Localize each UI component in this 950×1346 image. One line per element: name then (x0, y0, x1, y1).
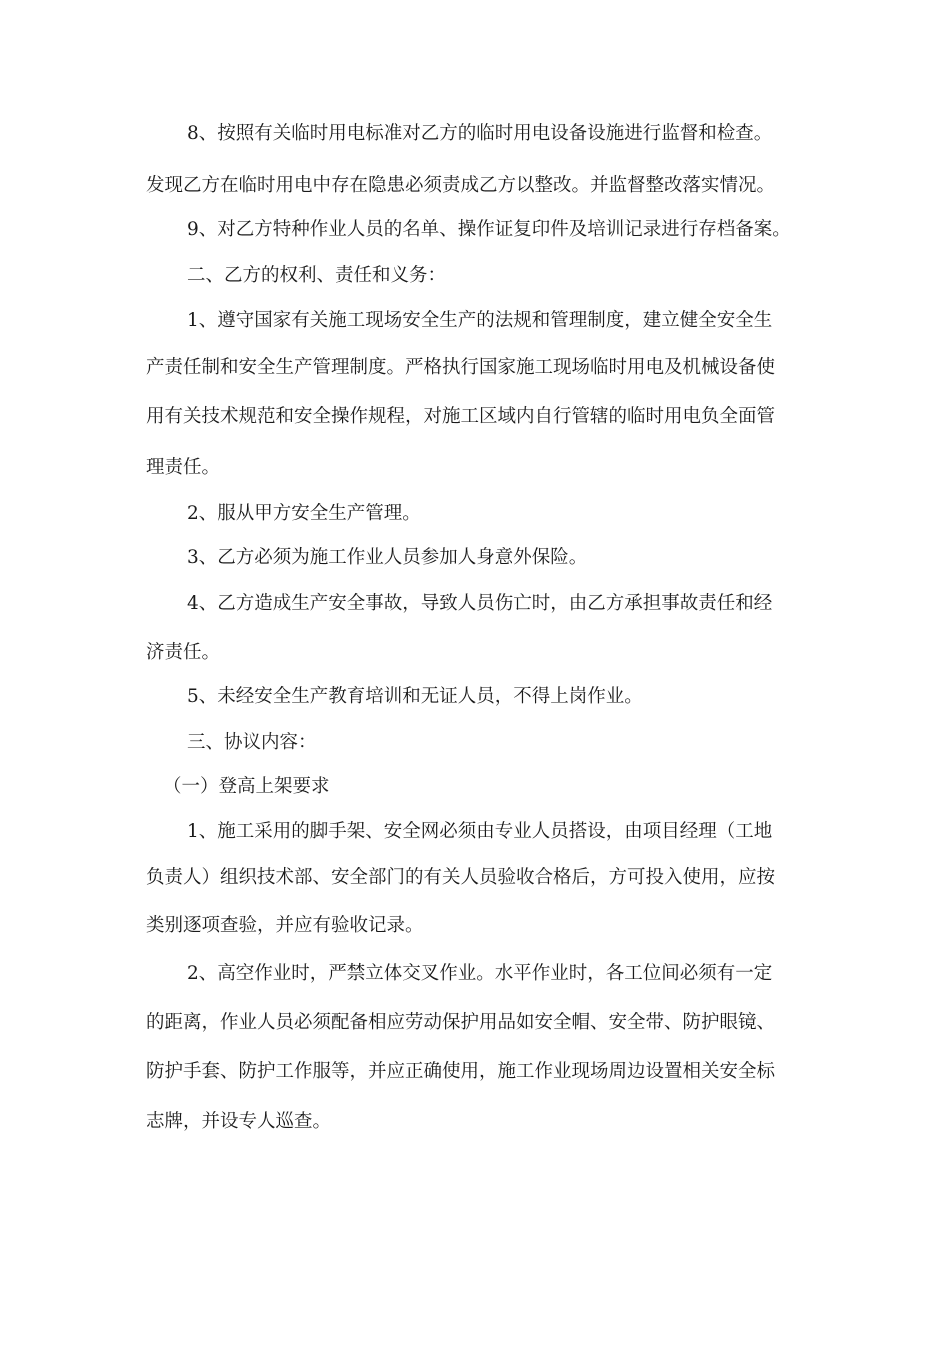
paragraph-line: 用有关技术规范和安全操作规程，对施工区域内自行管辖的临时用电负全面管 (146, 406, 776, 427)
paragraph-line: 1、遵守国家有关施工现场安全生产的法规和管理制度，建立健全安全生 (187, 310, 773, 331)
subsection-heading: （一）登高上架要求 (163, 776, 330, 797)
paragraph-line: 9、对乙方特种作业人员的名单、操作证复印件及培训记录进行存档备案。 (187, 219, 791, 240)
paragraph-line: 发现乙方在临时用电中存在隐患必须责成乙方以整改。并监督整改落实情况。 (146, 175, 776, 196)
paragraph-line: 2、高空作业时，严禁立体交叉作业。水平作业时，各工位间必须有一定 (187, 963, 773, 984)
paragraph-line: 负责人）组织技术部、安全部门的有关人员验收合格后，方可投入使用，应按 (146, 867, 776, 888)
paragraph-line: 4、乙方造成生产安全事故，导致人员伤亡时，由乙方承担事故责任和经 (187, 593, 773, 614)
paragraph-line: 的距离，作业人员必须配备相应劳动保护用品如安全帽、安全带、防护眼镜、 (146, 1012, 776, 1033)
paragraph-line: 2、服从甲方安全生产管理。 (187, 503, 421, 524)
paragraph-line: 类别逐项查验，并应有验收记录。 (146, 915, 424, 936)
paragraph-line: 1、施工采用的脚手架、安全网必须由专业人员搭设，由项目经理（工地 (187, 821, 773, 842)
paragraph-line: 产责任制和安全生产管理制度。严格执行国家施工现场临时用电及机械设备使 (146, 357, 776, 378)
paragraph-line: 8、按照有关临时用电标准对乙方的临时用电设备设施进行监督和检查。 (187, 123, 773, 144)
paragraph-line: 3、乙方必须为施工作业人员参加人身意外保险。 (187, 547, 588, 568)
paragraph-line: 5、未经安全生产教育培训和无证人员，不得上岗作业。 (187, 686, 643, 707)
paragraph-line: 防护手套、防护工作服等，并应正确使用，施工作业现场周边设置相关安全标 (146, 1061, 776, 1082)
paragraph-line: 济责任。 (146, 642, 221, 663)
section-heading: 三、协议内容： (187, 732, 317, 753)
section-heading: 二、乙方的权利、责任和义务： (187, 265, 447, 286)
paragraph-line: 志牌，并设专人巡查。 (146, 1111, 332, 1132)
paragraph-line: 理责任。 (146, 457, 221, 478)
